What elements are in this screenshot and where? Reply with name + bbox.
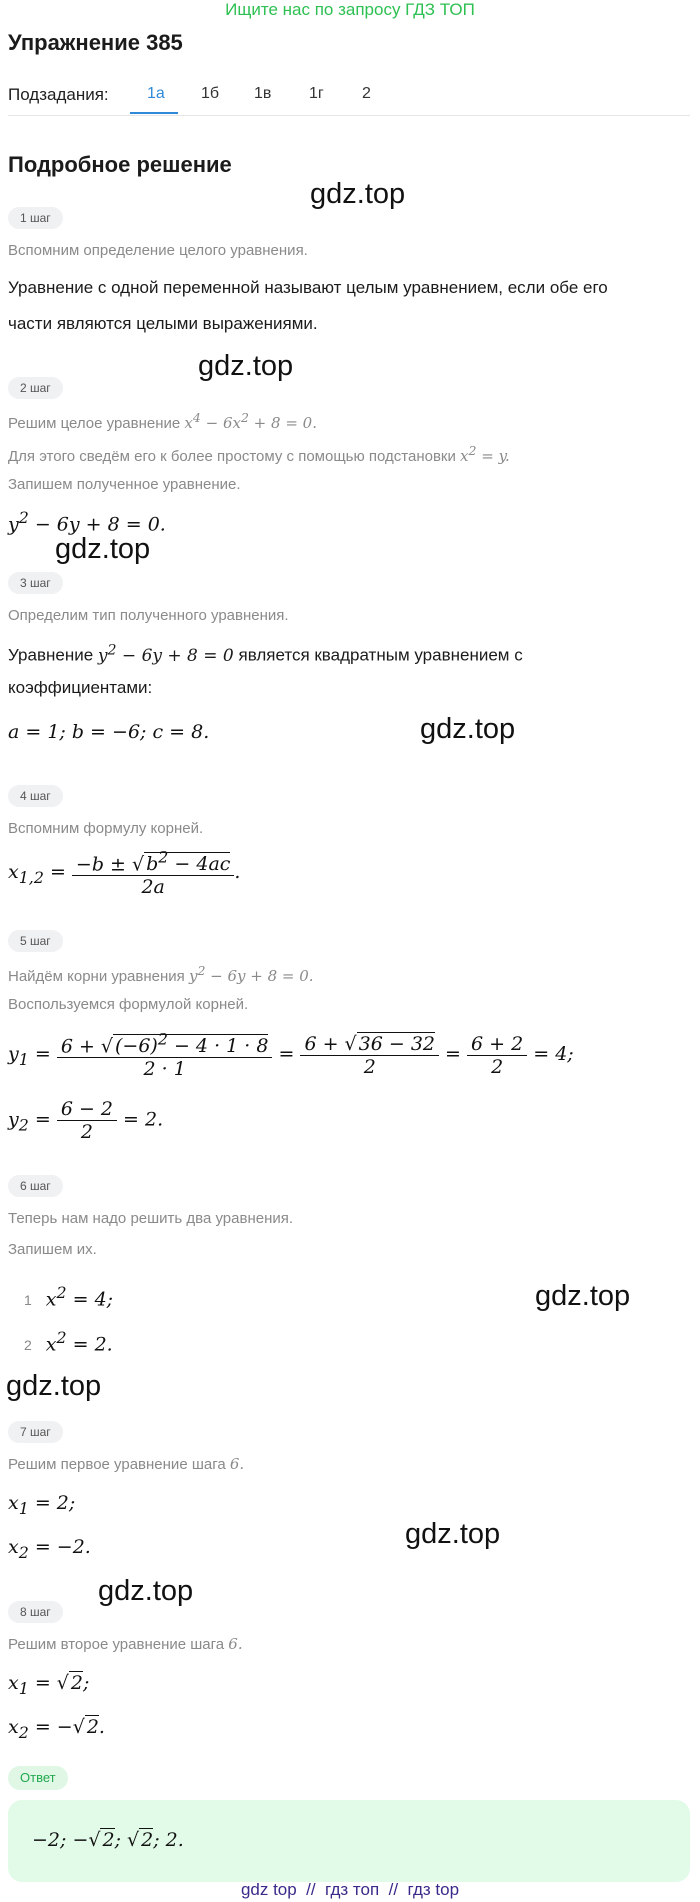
watermark: gdz.top: [55, 533, 151, 565]
tab-2[interactable]: 2: [362, 85, 371, 102]
math-formula: $y_2$ = $\frac{6 - 2}{2}$ = 2.: [8, 1098, 164, 1143]
math-equation: a = 1; b = −6; c = 8.: [8, 721, 210, 743]
tab-1b[interactable]: 1б: [201, 85, 220, 102]
step-text: Уравнение с одной переменной называют целым уравнением, если обе его: [8, 278, 608, 297]
step-text: [8, 410, 317, 432]
math-inline: $y^2 - 6y + 8 = 0$.: [188, 963, 314, 985]
watermark: gdz.top: [198, 350, 294, 382]
math-equation: $x_1$ = √ 2;: [8, 1672, 90, 1698]
math-inline: $y^2 - 6y + 8 = 0$: [97, 642, 234, 666]
answer-badge: Ответ: [8, 1766, 68, 1790]
watermark: gdz.top: [98, 1575, 194, 1607]
step-text: Вспомним формулу корней.: [8, 820, 204, 837]
math-equation: $y^2 - 6y + 8 = 0$.: [8, 508, 166, 536]
step-text: Запишем полученное уравнение.: [8, 476, 241, 493]
step-text-part: Уравнение: [8, 645, 94, 665]
step-badge: 3 шаг: [8, 572, 63, 594]
watermark: gdz.top: [6, 1370, 102, 1402]
math-inline: $x^4 - 6x^2 + 8 = 0$.: [184, 410, 317, 432]
step-text-part: Решим первое уравнение шага: [8, 1456, 226, 1473]
active-tab-indicator: [130, 112, 178, 114]
answer-value: −2; −√ 2; √ 2; 2.: [32, 1829, 184, 1851]
tabs-divider: [8, 115, 690, 116]
step-text-part: является квадратным уравнением с: [238, 645, 523, 665]
watermark: gdz.top: [535, 1280, 631, 1312]
step-badge: 6 шаг: [8, 1175, 63, 1197]
list-item: 2 $x^2 = 2$.: [24, 1328, 113, 1356]
watermark: gdz.top: [310, 178, 406, 210]
list-number: 2: [24, 1337, 32, 1354]
step-text: Воспользуемся формулой корней.: [8, 996, 249, 1013]
math-formula: $x_{1,2}$ = $\frac{-b \pm √ b^2 - 4ac}{2a}$ .: [8, 848, 241, 899]
step-badge: 8 шаг: [8, 1601, 63, 1623]
step-text: [8, 642, 523, 666]
list-item: 1 $x^2 = 4$;: [24, 1283, 114, 1311]
step-text: части являются целыми выражениями.: [8, 314, 318, 333]
step-text: [8, 963, 314, 985]
footer-links: gdz top // гдз топ // гдз top: [240, 1880, 460, 1899]
step-badge: 1 шаг: [8, 207, 63, 229]
math-equation: $x_2 = -2$.: [8, 1536, 91, 1562]
subtasks-label: Подзадания:: [8, 85, 109, 104]
step-text: [8, 443, 510, 465]
math-inline: 6.: [229, 1455, 245, 1473]
step-text-part: Решим целое уравнение: [8, 415, 181, 432]
step-text: Теперь нам надо решить два уравнения.: [8, 1210, 294, 1227]
step-text: коэффициентами:: [8, 678, 153, 697]
step-badge: 2 шаг: [8, 377, 63, 399]
math-equation: $x_1 = 2$;: [8, 1492, 76, 1518]
exercise-title: Упражнение 385: [8, 30, 183, 55]
step-badge: 4 шаг: [8, 785, 63, 807]
watermark: gdz.top: [420, 713, 516, 745]
step-text: [8, 1455, 244, 1473]
step-text: Запишем их.: [8, 1241, 97, 1258]
step-badge: 5 шаг: [8, 930, 63, 952]
tab-1a[interactable]: 1а: [147, 85, 165, 102]
tab-1g[interactable]: 1г: [309, 85, 324, 102]
section-title: Подробное решение: [8, 152, 232, 177]
step-text-part: Для этого сведём его к более простому с помощью подстановки: [8, 448, 456, 465]
step-badge: 7 шаг: [8, 1421, 63, 1443]
math-formula: $y_1$ = $\frac{6 + √ (-6)^2 - 4 \cdot 1 \cdot 8}{2 \cdot 1}$ = $\frac{6 + √ 36 - 32}{2}$ = $\frac{6 + 2}{2}$ = 4;: [8, 1030, 574, 1081]
step-text-part: Найдём корни уравнения: [8, 968, 185, 985]
step-text-part: Решим второе уравнение шага: [8, 1636, 225, 1653]
watermark: gdz.top: [405, 1518, 501, 1550]
top-banner: Ищите нас по запросу ГДЗ ТОП: [225, 0, 475, 19]
step-text: [8, 1635, 243, 1653]
math-inline: $x^2 = y$.: [460, 443, 510, 465]
step-text: Вспомним определение целого уравнения.: [8, 242, 308, 259]
math-equation: $x_2$ = −√ 2.: [8, 1716, 105, 1742]
step-text: Определим тип полученного уравнения.: [8, 607, 289, 624]
tab-1v[interactable]: 1в: [254, 85, 272, 102]
math-inline: 6.: [228, 1635, 243, 1653]
list-number: 1: [24, 1292, 32, 1309]
